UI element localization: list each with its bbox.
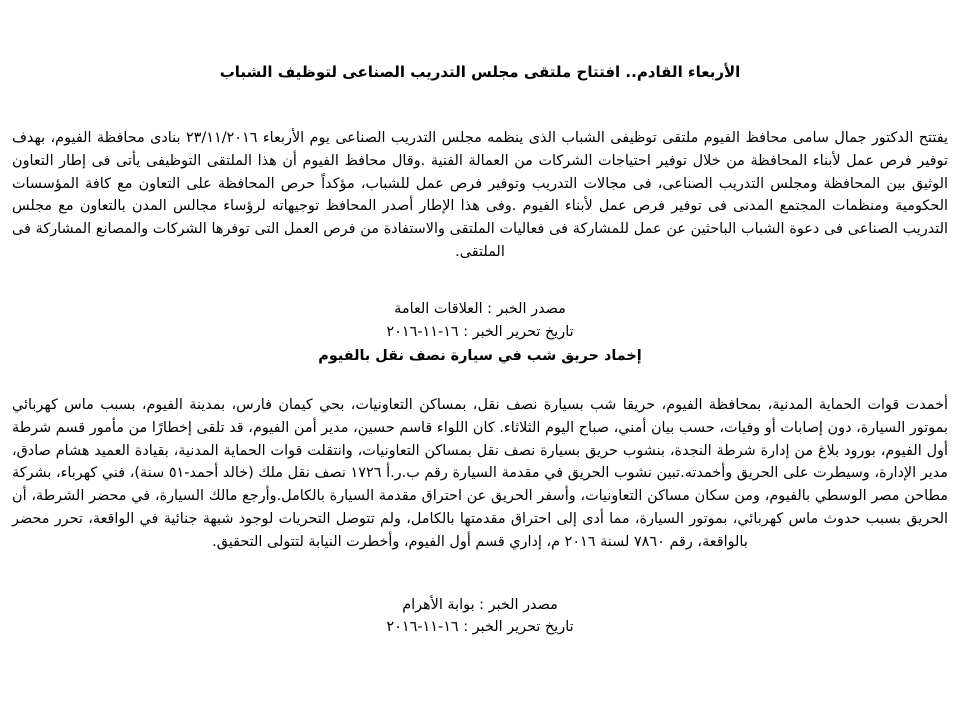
article2-date: تاريخ تحرير الخبر : ١٦-١١-٢٠١٦: [386, 619, 574, 635]
article1-title: الأربعاء القادم.. افتتاح ملتقى مجلس التدريب الصناعى لتوظيف الشباب: [219, 63, 741, 81]
article2-body: أخمدت قوات الحماية المدنية، بمحافظة الفيوم، حريقا شب بسيارة نصف نقل، بمساكن التعاونيات، بحي كيمان فارس، بمدينة الفيوم، بسبب ماس كهربائي بموتور السيارة، دون إصابات أو وفيات، حسب بيان أمني، صباح اليوم الثلاثاء. كان اللواء قاسم حسين، مدير أمن الفيوم، قد تلقى إخطارًا من مأمور قسم شرطة أول الفيوم، بورود بلاغ من إدارة شرطة النجدة، بنشوب حريق بسيارة نصف نقل بمساكن التعاونيات، وانتقلت قوات الحماية المدنية، بقيادة العميد هشام صادق، مدير الإدارة، وسيطرت على الحريق وأخمدته.تبين نشوب الحريق في مقدمة السيارة رقم ب.ر.أ ١٧٢٦ نصف نقل ملك (خالد أحمد-٥١ سنة)، فني كهرباء، بشركة مطاحن مصر الوسطي بالفيوم، ومن سكان مساكن التعاونيات، وأسفر الحريق عن احتراق مقدمة السيارة بالكامل.وأرجع مالك السيارة، في محضر الشرطة، أن الحريق بسبب حدوث ماس كهربائي، بموتور السيارة، مما أدى إلى احتراق مقدمتها بالكامل، ولم تتوصل التحريات لوجود شبهة جنائية في الواقعة، تحرر محضر بالواقعة، رقم ٧٨٦٠ لسنة ٢٠١٦ م، إداري قسم أول الفيوم، وأخطرت النيابة لتتولى التحقيق.: [12, 397, 948, 550]
article1-body: يفتتح الدكتور جمال سامى محافظ الفيوم ملتقى توظيفى الشباب الذى ينظمه مجلس التدريب الصناعى يوم الأربعاء ٢٣/١١/٢٠١٦ بنادى محافظة الفيوم، بهدف توفير فرص عمل لأبناء المحافظة من خلال توفير احتياجات الشركات من العمالة الفنية .وقال محافظ الفيوم أن هذا الملتقى التوظيفى يأتى فى إطار التعاون الوثيق بين المحافظة ومجلس التدريب الصناعى، فى مجالات التدريب وتوفير فرص عمل للشباب، مؤكداً حرص المحافظة على التعاون مع كافة المؤسسات الحكومية ومنظمات المجتمع المدنى فى توفير فرص عمل لأبناء الفيوم .وفى هذا الإطار أصدر المحافظ توجيهاته لرؤساء مجالس المدن بالتعاون مع مجلس التدريب الصناعى فى دعوة الشباب الباحثين عن عمل للمشاركة فى فعاليات الملتقى والاستفادة من فرص العمل التى توفرها الشركات والمصانع المشاركة فى الملتقى.: [12, 130, 948, 260]
article2-source: مصدر الخبر : بوابة الأهرام: [402, 597, 558, 613]
article1-source: مصدر الخبر : العلاقات العامة: [394, 301, 566, 317]
article1-date: تاريخ تحرير الخبر : ١٦-١١-٢٠١٦: [386, 324, 574, 340]
article2-title: إخماد حريق شب في سيارة نصف نقل بالفيوم: [318, 348, 642, 364]
